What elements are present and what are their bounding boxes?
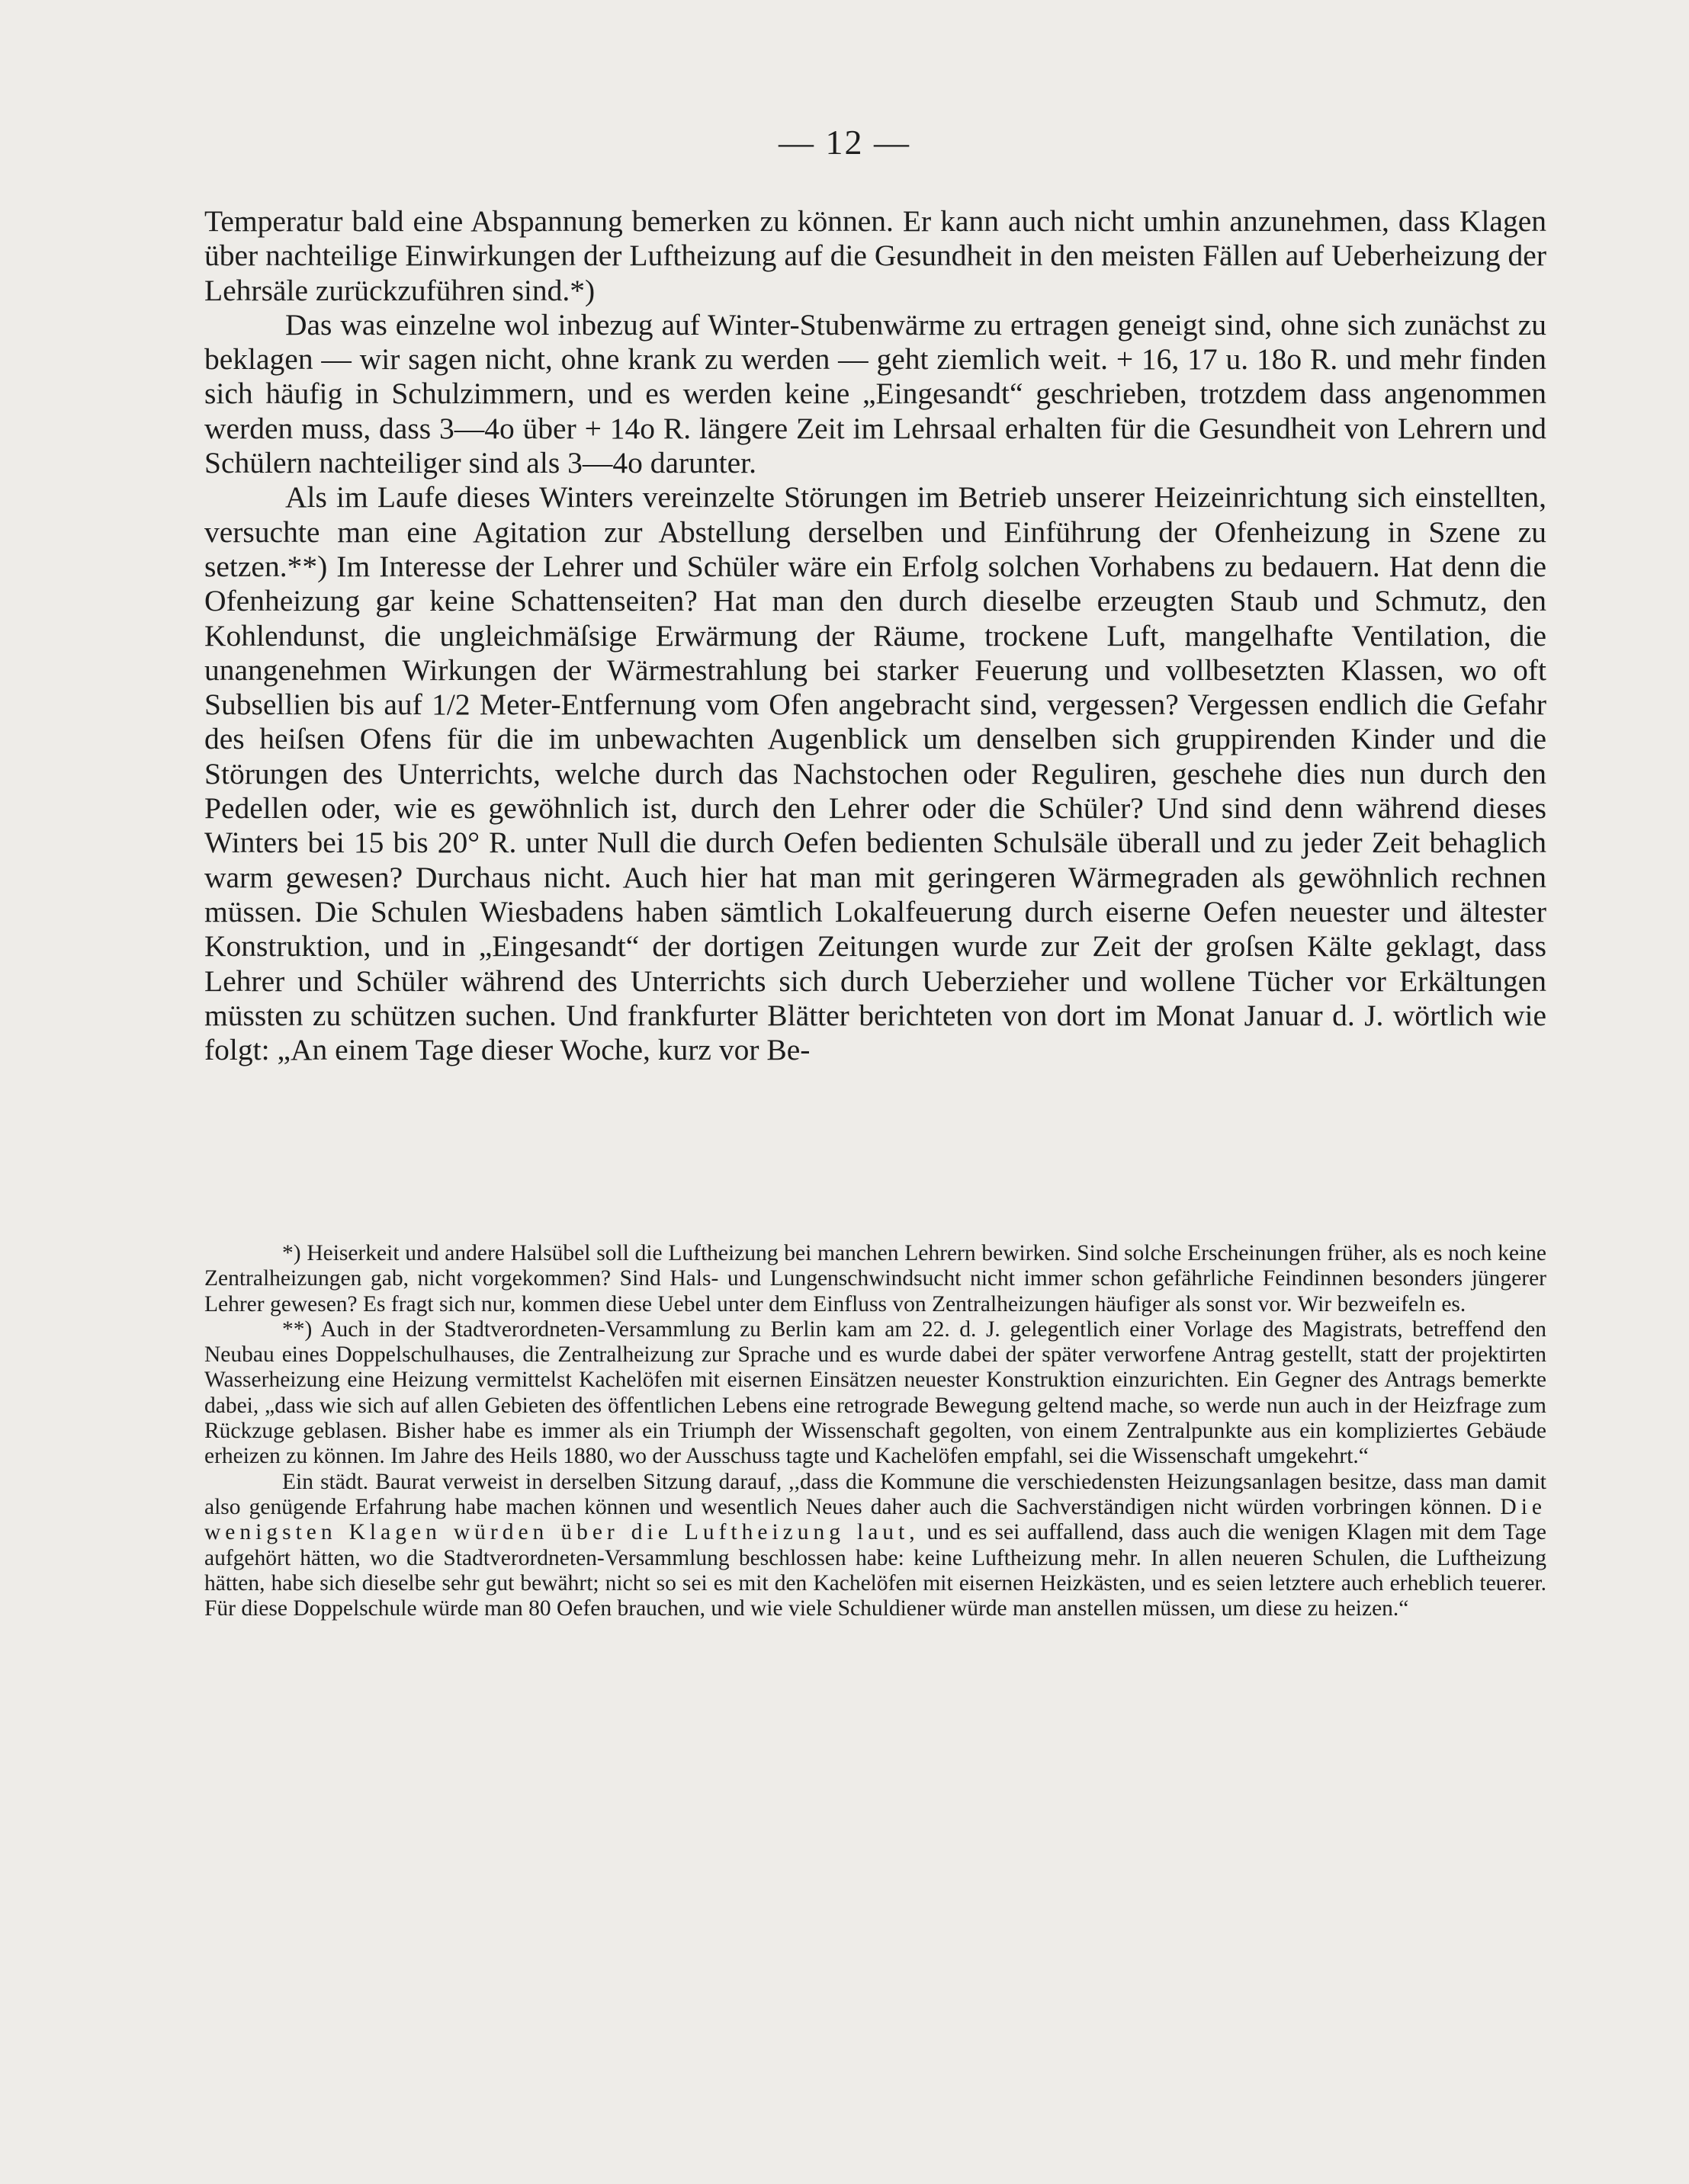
paragraph-1: Temperatur bald eine Abspannung bemerken zu können. Er kann auch nicht umhin anzunehmen, dass Klagen über nachteilige Einwirkungen der Luftheizung auf die Gesundheit in den meisten Fällen auf Ueberheizung der Lehrsäle zurückzuführen sind.*) — [204, 204, 1546, 307]
paragraph-3: Als im Laufe dieses Winters vereinzelte Störungen im Betrieb unserer Heizeinrichtung sich einstellten, versuchte man eine Agitation zur Abstellung derselben und Einführung der Ofenheizung in Szene zu setzen.**) Im Interesse der Lehrer und Schüler wäre ein Erfolg solchen Vorhabens zu bedauern. Hat denn die Ofenheizung gar keine Schattenseiten? Hat man den durch dieselbe erzeugten Staub und Schmutz, den Kohlendunst, die ungleichmäſsige Erwärmung der Räume, trockene Luft, mangelhafte Ventilation, die unangenehmen Wirkungen der Wärmestrahlung bei starker Feuerung und vollbesetzten Klassen, wo oft Subsellien bis auf 1/2 Meter-Entfernung vom Ofen angebracht sind, vergessen? Vergessen endlich die Gefahr des heiſsen Ofens für die im unbewachten Augenblick um denselben sich gruppirenden Kinder und die Störungen des Unterrichts, welche durch das Nachstochen oder Reguliren, geschehe dies nun durch den Pedellen oder, wie es gewöhnlich ist, durch den Lehrer oder die Schüler? Und sind denn während dieses Winters bei 15 bis 20° R. unter Null die durch Oefen bedienten Schulsäle überall und zu jeder Zeit behaglich warm gewesen? Durchaus nicht. Auch hier hat man mit geringeren Wärmegraden als gewöhnlich rechnen müssen. Die Schulen Wiesbadens haben sämtlich Lokalfeuerung durch eiserne Oefen neuester und ältester Konstruktion, und in „Eingesandt“ der dortigen Zeitungen wurde zur Zeit der groſsen Kälte geklagt, dass Lehrer und Schüler während des Unterrichts sich durch Ueberzieher und wollene Tücher vor Erkältungen müssten zu schützen suchen. Und frankfurter Blätter berichteten von dort im Monat Januar d. J. wörtlich wie folgt: „An einem Tage dieser Woche, kurz vor Be- — [204, 480, 1546, 1067]
footnote-3-emphasis: Die wenigsten Klagen würden über die Luftheizung laut, — [204, 1494, 1546, 1545]
paragraph-2: Das was einzelne wol inbezug auf Winter-Stubenwärme zu ertragen geneigt sind, ohne sich zunächst zu beklagen — wir sagen nicht, ohne krank zu werden — geht ziemlich weit. + 16, 17 u. 18o R. und mehr finden sich häufig in Schulzimmern, und es werden keine „Eingesandt“ geschrieben, trotzdem dass angenommen werden muss, dass 3—4o über + 14o R. längere Zeit im Lehrsaal erhalten für die Gesundheit von Lehrern und Schülern nachteiliger sind als 3—4o darunter. — [204, 307, 1546, 480]
footnote-2: **) Auch in der Stadtverordneten-Versammlung zu Berlin kam am 22. d. J. gelegentlich einer Vorlage des Magistrats, betreffend den Neubau eines Doppelschulhauses, die Zentralheizung zur Sprache und es wurde dabei der später verworfene Antrag gestellt, statt der projektirten Wasserheizung eine Heizung vermittelst Kachelöfen mit eisernen Einsätzen neuester Konstruktion einzurichten. Ein Gegner des Antrags bemerkte dabei, „dass wie sich auf allen Gebieten des öffentlichen Lebens eine retrograde Bewegung geltend mache, so werde nun auch in der Heizfrage zum Rückzuge geblasen. Bisher habe es immer als ein Triumph der Wissenschaft gegolten, von einem Zentralpunkte aus ein kompliziertes Gebäude erheizen zu können. Im Jahre des Heils 1880, wo der Ausschuss tagte und Kachelöfen empfahl, sei die Wissenschaft umgekehrt.“ — [204, 1316, 1546, 1469]
footnote-1: *) Heiserkeit und andere Halsübel soll die Luftheizung bei manchen Lehrern bewirken. Sind solche Erscheinungen früher, als es noch keine Zentralheizungen gab, nicht vorgekommen? Sind Hals- und Lungenschwindsucht nicht immer schon gefährliche Feindinnen besonders jüngerer Lehrer gewesen? Es fragt sich nur, kommen diese Uebel unter dem Einfluss von Zentralheizungen häufiger als sonst vor. Wir bezweifeln es. — [204, 1241, 1546, 1316]
footnotes — [204, 1241, 1546, 1621]
page-number: — 12 — — [779, 123, 910, 162]
footnote-3-text-start: Ein städt. Baurat verweist in derselben Sitzung darauf, ,,dass die Kommune die verschiedensten Heizungsanlagen besitze, dass man damit also genügende Erfahrung habe machen können und wesentlich Neues daher auch die Sachverständigen nicht würden vorbringen können. — [204, 1469, 1546, 1519]
footnote-3-text-end: und es sei auffallend, dass auch die wenigen Klagen mit dem Tage aufgehört hätten, wo die Stadtverordneten-Versammlung beschlossen habe: keine Luftheizung mehr. In allen neueren Schulen, die Luftheizung hätten, habe sich dieselbe sehr gut bewährt; nicht so sei es mit den Kachelöfen mit eisernen Heizkästen, und es seien letztere auch erheblich teuerer. Für diese Doppelschule würde man 80 Oefen brauchen, und wie viele Schuldiener würde man anstellen müssen, um diese zu heizen.“ — [204, 1520, 1546, 1621]
footnote-2-continuation — [204, 1470, 1546, 1622]
main-text — [204, 204, 1546, 1067]
